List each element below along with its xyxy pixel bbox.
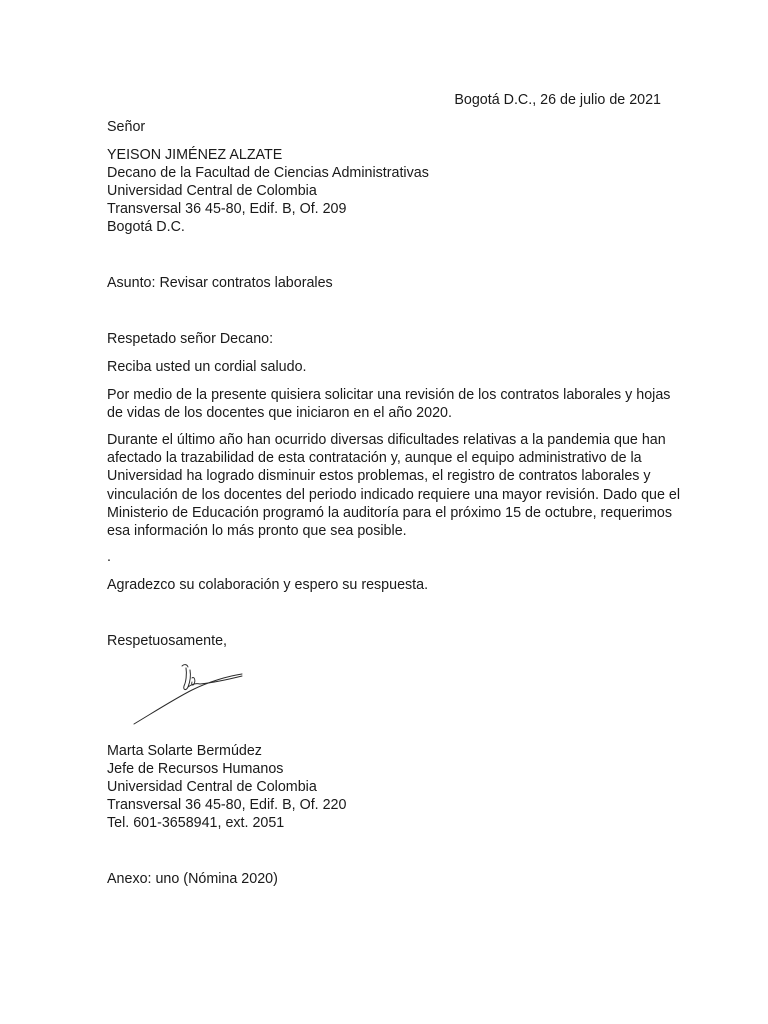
recipient-city: Bogotá D.C.: [107, 219, 185, 235]
greeting: Respetado señor Decano:: [107, 331, 274, 347]
recipient-position: Decano de la Facultad de Ciencias Administrativas: [107, 165, 429, 181]
letter-date: Bogotá D.C., 26 de julio de 2021: [454, 92, 661, 108]
sender-address: Transversal 36 45-80, Edif. B, Of. 220: [107, 797, 347, 813]
recipient-title: Señor: [107, 119, 146, 135]
subject-line: Asunto: Revisar contratos laborales: [107, 275, 333, 291]
recipient-address: Transversal 36 45-80, Edif. B, Of. 209: [107, 201, 347, 217]
paragraph-line: Durante el último año han ocurrido diversas dificultades relativas a la pandemia que han: [107, 432, 666, 448]
paragraph-context: [107, 431, 681, 540]
paragraph-line: Ministerio de Educación programó la auditoría para el próximo 15 de octubre, requerimos: [107, 504, 673, 521]
paragraph-line: afectado la trazabilidad de esta contratación y, aunque el equipo administrativo de la: [107, 450, 642, 467]
sender-phone: Tel. 601-3658941, ext. 2051: [107, 815, 285, 831]
paragraph-line: Por medio de la presente quisiera solicitar una revisión de los contratos laborales y hojas: [107, 387, 671, 403]
thanks-line: Agradezco su colaboración y espero su respuesta.: [107, 577, 429, 593]
sender-position: Jefe de Recursos Humanos: [107, 761, 284, 777]
paragraph-line: vinculación de los docentes del periodo indicado requiere una mayor revisión. Dado que el: [107, 486, 681, 503]
sender-institution: Universidad Central de Colombia: [107, 779, 317, 795]
signature-icon: [130, 660, 255, 730]
paragraph-line: Universidad ha logrado disminuir estos problemas, el registro de contratos laborales y: [107, 468, 651, 485]
sender-name: Marta Solarte Bermúdez: [107, 743, 262, 759]
recipient-name: YEISON JIMÉNEZ ALZATE: [107, 147, 283, 163]
closing-line: Respetuosamente,: [107, 633, 228, 649]
annex-line: Anexo: uno (Nómina 2020): [107, 871, 278, 887]
paragraph-line: de vidas de los docentes que iniciaron en el año 2020.: [107, 405, 452, 422]
separator-dot: .: [107, 549, 111, 565]
recipient-institution: Universidad Central de Colombia: [107, 183, 317, 199]
opening-line: Reciba usted un cordial saludo.: [107, 359, 307, 375]
paragraph-request: [107, 386, 671, 422]
paragraph-line: esa información lo más pronto que sea posible.: [107, 523, 407, 540]
